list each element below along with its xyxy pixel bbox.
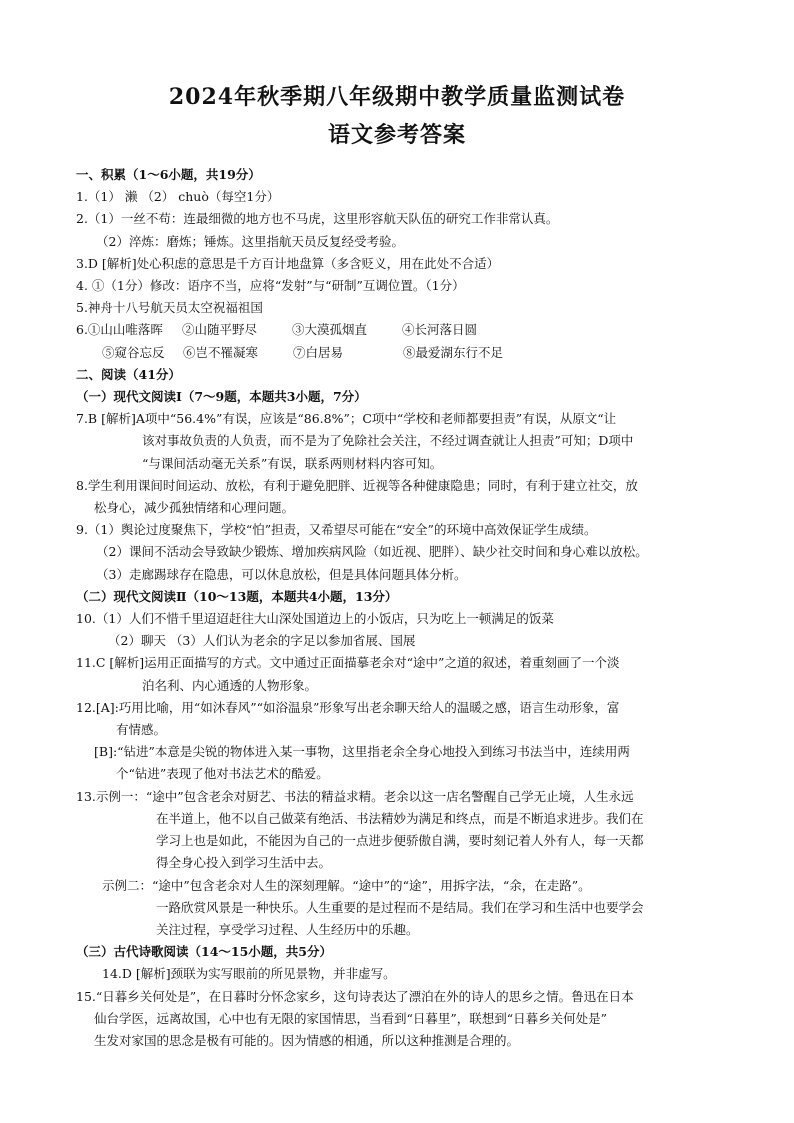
- answer-q7-cont1: 该对事故负责的人负责，而不是为了免除社会关注，不经过调查就让人担责”可知；D项中: [142, 433, 634, 449]
- q6-item-7: ⑦白居易: [293, 344, 344, 360]
- answer-q8: 8.学生利用课间时间运动、放松，有利于避免肥胖、近视等各种健康隐患；同时，有利于建立社交，放: [76, 477, 638, 493]
- q6-item-1: 6.①山山唯落晖: [76, 322, 163, 338]
- subsection-heading-ancient-poetry: （三）古代诗歌阅读（14～15小题，共5分）: [76, 944, 332, 960]
- answer-q13-example2: 示例二：“途中”包含老余对人生的深刻理解。“途中”的“途”，用拆字法，“余，在走路”。: [102, 877, 591, 893]
- answer-q13-example1-cont1: 在半道上，他不以自己做菜有绝活、书法精妙为满足和终点，而是不断追求进步。我们在: [156, 810, 644, 826]
- answer-q12-b: [B]:“钻进”本意是尖锐的物体进入某一事物，这里指老余全身心地投入到练习书法当中，连续用两: [94, 744, 630, 760]
- answer-q9-part3: （3）走廊踢球存在隐患，可以休息放松，但是具体问题具体分析。: [96, 566, 467, 582]
- section-heading-reading: 二、阅读（41分）: [76, 366, 181, 382]
- answer-q4: 4. ①（1分）修改：语序不当，应将“发射”与“研制”互调位置。（1分）: [76, 278, 465, 294]
- answer-q7-cont2: “与课间活动毫无关系”有误，联系两则材料内容可知。: [142, 455, 443, 471]
- answer-q12-b-cont: 个“钻进”表现了他对书法艺术的酷爱。: [116, 766, 329, 782]
- answer-q12-a: 12.[A]:巧用比喻，用“如沐春风”“如浴温泉”形象写出老余聊天给人的温暖之感，语言生动形象，富: [76, 699, 620, 715]
- q6-item-2: ②山随平野尽: [182, 322, 258, 338]
- subsection-heading-modern-1: （一）现代文阅读Ⅰ（7～9题，本题共3小题，7分）: [76, 389, 367, 405]
- q6-item-4: ④长河落日圆: [402, 322, 478, 338]
- q6-item-3: ③大漠孤烟直: [292, 322, 368, 338]
- answer-q2-part2: （2）淬炼：磨炼；锤炼。这里指航天员反复经受考验。: [96, 233, 404, 249]
- answer-q11-cont: 泊名利、内心通透的人物形象。: [142, 677, 318, 693]
- answer-q6-row2: [76, 342, 726, 364]
- q6-item-6: ⑥岂不罹凝寒: [183, 344, 259, 360]
- answer-q2-part1: 2.（1）一丝不苟：连最细微的地方也不马虎，这里形容航天队伍的研究工作非常认真。: [76, 211, 559, 227]
- answer-q15-cont2: 生发对家国的思念是极有可能的。因为情感的相通，所以这种推测是合理的。: [94, 1032, 520, 1048]
- section-heading-accumulation: 一、积累（1～6小题，共19分）: [76, 167, 261, 182]
- answer-q6-row1: [76, 319, 726, 341]
- answer-content: [76, 164, 726, 1052]
- answer-q14: 14.D [解析]颈联为实写眼前的所见景物，并非虚写。: [102, 966, 396, 982]
- answer-q9-part1: 9.（1）舆论过度聚焦下，学校“怕”担责，又希望尽可能在“安全”的环境中高效保证学生成绩。: [76, 522, 597, 538]
- answer-q12-a-cont: 有情感。: [116, 722, 167, 738]
- q6-item-8: ⑧最爱湖东行不足: [403, 344, 504, 360]
- answer-q8-cont: 松身心，减少孤独情绪和心理问题。: [94, 500, 295, 516]
- answer-q7: 7.B [解析]A项中“56.4%”有误，应该是“86.8%”；C项中“学校和老师都要担责”有误，从原文“让: [76, 411, 617, 427]
- answer-q15-cont1: 仙台学医，远离故国，心中也有无限的家国情思，当看到“日暮里”，联想到“日暮乡关何处是”: [94, 1010, 608, 1026]
- answer-q13-example1-cont3: 得全身心投入到学习生活中去。: [156, 855, 332, 871]
- answer-q15: 15.“日暮乡关何处是”，在日暮时分怀念家乡，这句诗表达了漂泊在外的诗人的思乡之情。鲁迅在日本: [76, 988, 634, 1004]
- answer-q1: 1.（1） 濑 （2） chuò（每空1分）: [76, 189, 280, 205]
- subsection-heading-modern-2: （二）现代文阅读Ⅱ（10～13题，本题共4小题，13分）: [76, 588, 398, 604]
- answer-q5: 5.神舟十八号航天员太空祝福祖国: [76, 300, 263, 316]
- answer-q10-part1: 10.（1）人们不惜千里迢迢赶往大山深处国道边上的小饭店，只为吃上一顿满足的饭菜: [76, 611, 554, 627]
- answer-q9-part2: （2）课间不活动会导致缺少锻炼、增加疾病风险（如近视、肥胖）、缺少社交时间和身心难以放松。: [96, 544, 648, 560]
- answer-q3: 3.D [解析]处心积虑的意思是千方百计地盘算（多含贬义，用在此处不合适）: [76, 255, 500, 271]
- answer-q13-example1: 13.示例一：“途中”包含老余对厨艺、书法的精益求精。老余以这一店名警醒自己学无止境，人生永远: [76, 788, 634, 804]
- answer-q10-part2: （2）聊天 （3）人们认为老余的字足以参加省展、国展: [108, 633, 416, 649]
- q6-item-5: ⑤窥谷忘反: [102, 344, 165, 360]
- answer-q13-example1-cont2: 学习上也是如此，不能因为自己的一点进步便骄傲自满，要时刻记着人外有人，每一天都: [156, 833, 644, 849]
- answer-q13-example2-cont2: 关注过程，享受学习过程、人生经历中的乐趣。: [156, 921, 419, 937]
- page-title: 2024年秋季期八年级期中教学质量监测试卷: [168, 84, 626, 110]
- answer-q11: 11.C [解析]运用正面描写的方式。文中通过正面描摹老余对“途中”之道的叙述，着重刻画了一个淡: [76, 655, 620, 671]
- answer-q13-example2-cont1: 一路欣赏风景是一种快乐。人生重要的是过程而不是结局。我们在学习和生活中也要学会: [156, 899, 644, 915]
- page-subtitle: 语文参考答案: [327, 122, 466, 148]
